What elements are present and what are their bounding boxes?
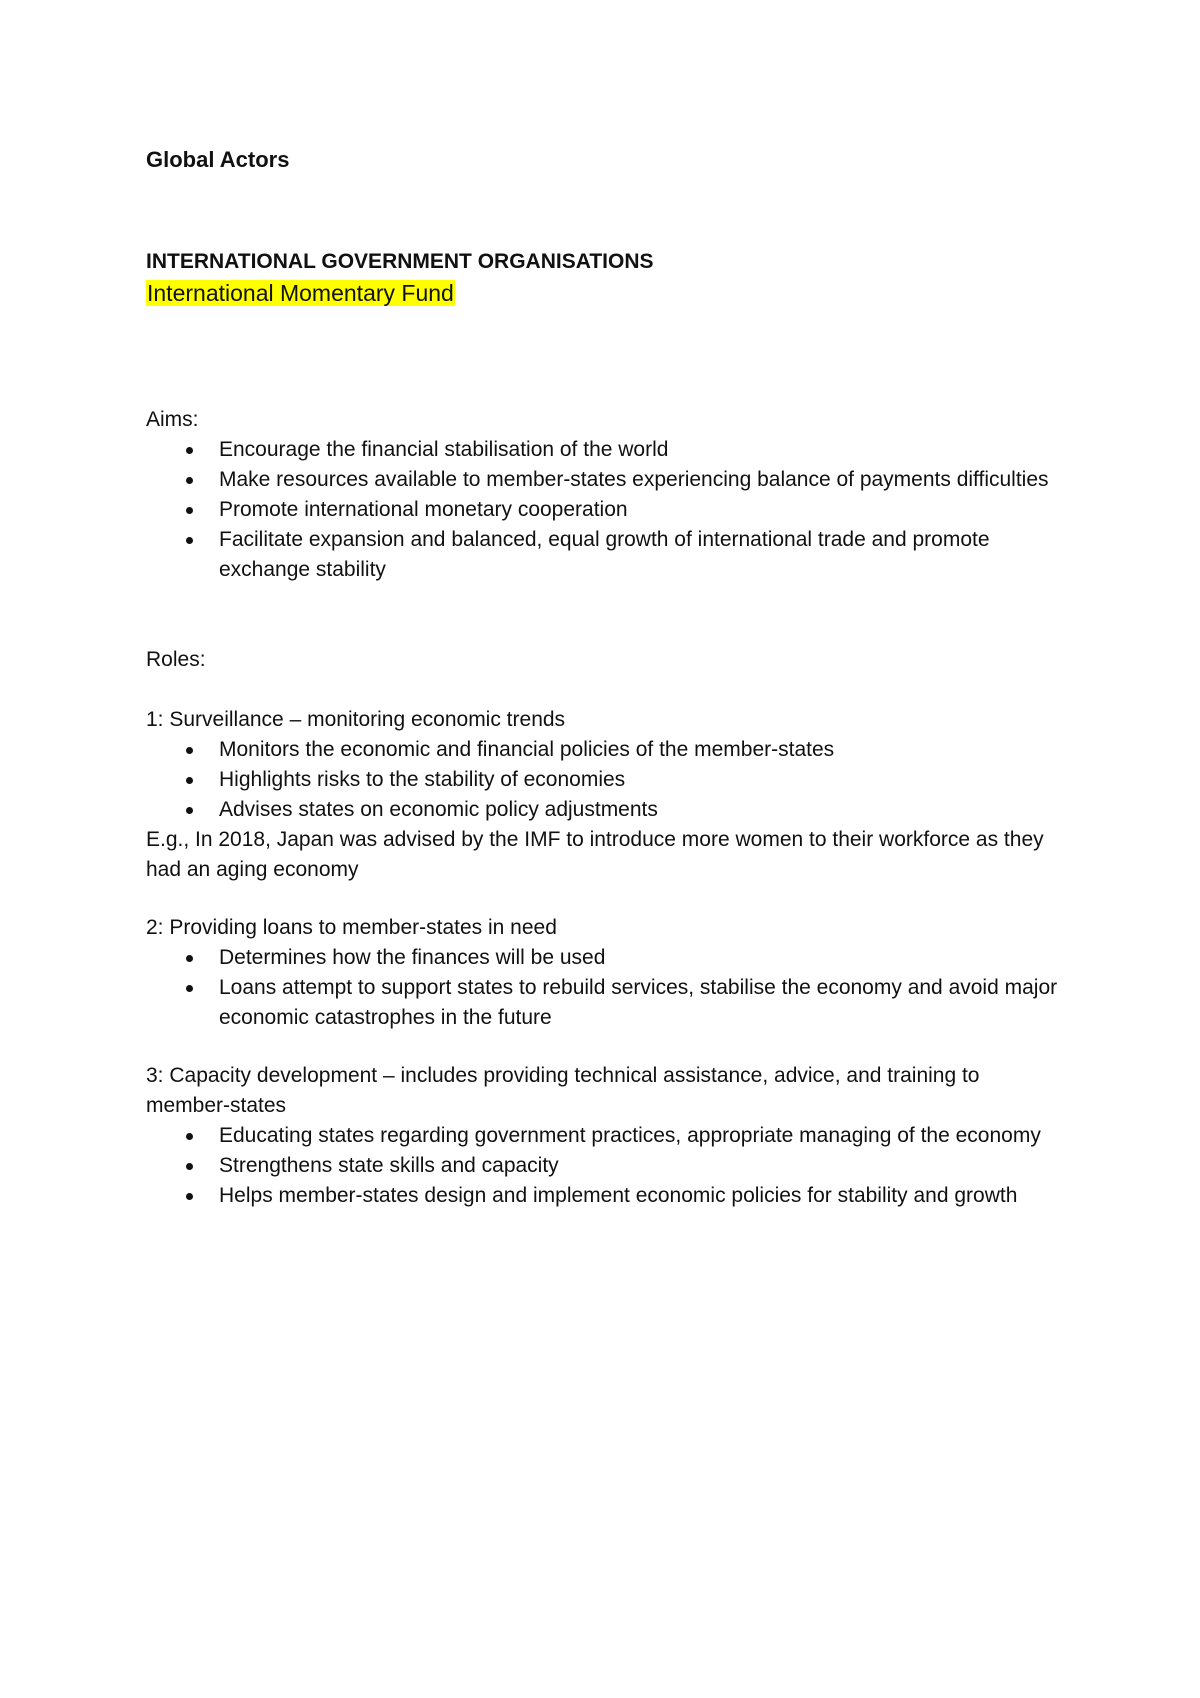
list-item: Determines how the finances will be used: [146, 943, 1066, 973]
example-paragraph: E.g., In 2018, Japan was advised by the IMF to introduce more women to their workforce as they had an aging economy: [146, 828, 1044, 881]
list-item: Encourage the financial stabilisation of the world: [146, 435, 1066, 465]
list-item: Monitors the economic and financial policies of the member-states: [146, 735, 1066, 765]
bullet-icon: [186, 747, 193, 754]
list-item: Educating states regarding government practices, appropriate managing of the economy: [146, 1121, 1066, 1151]
highlighted-text: International Momentary Fund: [147, 280, 454, 306]
bullet-icon: [186, 777, 193, 784]
list-item: Make resources available to member-states experiencing balance of payments difficulties: [146, 465, 1066, 495]
role-2-title: 2: Providing loans to member-states in need: [146, 916, 557, 939]
role-3-title: 3: Capacity development – includes providing technical assistance, advice, and training to member-states: [146, 1064, 980, 1117]
bullet-icon: [186, 1193, 193, 1200]
bullet-icon: [186, 537, 193, 544]
list-item: Highlights risks to the stability of economies: [146, 765, 1066, 795]
bullet-icon: [186, 955, 193, 962]
bullet-icon: [186, 447, 193, 454]
role-3-list: [146, 1121, 1066, 1211]
bullet-icon: [186, 477, 193, 484]
bullet-icon: [186, 507, 193, 514]
bullet-icon: [186, 985, 193, 992]
list-item: Strengthens state skills and capacity: [146, 1151, 1066, 1181]
bullet-icon: [186, 807, 193, 814]
list-item: Loans attempt to support states to rebuild services, stabilise the economy and avoid major economic catastrophes in the future: [146, 973, 1066, 1033]
list-item: Helps member-states design and implement economic policies for stability and growth: [146, 1181, 1066, 1211]
list-item: Advises states on economic policy adjustments: [146, 795, 1066, 825]
roles-label: Roles:: [146, 648, 206, 671]
aims-label: Aims:: [146, 408, 199, 431]
document-title: Global Actors: [146, 147, 290, 172]
bullet-icon: [186, 1133, 193, 1140]
role-2-list: [146, 943, 1066, 1033]
document-content: [146, 145, 1066, 1211]
role-1-list: [146, 735, 1066, 825]
aims-list: [146, 435, 1066, 585]
list-item: Promote international monetary cooperation: [146, 495, 1066, 525]
list-item: Facilitate expansion and balanced, equal growth of international trade and promote exchange stability: [146, 525, 1066, 585]
section-heading: INTERNATIONAL GOVERNMENT ORGANISATIONS: [146, 250, 654, 273]
bullet-icon: [186, 1163, 193, 1170]
role-1-title: 1: Surveillance – monitoring economic trends: [146, 708, 566, 731]
organisation-name: [146, 277, 1066, 309]
